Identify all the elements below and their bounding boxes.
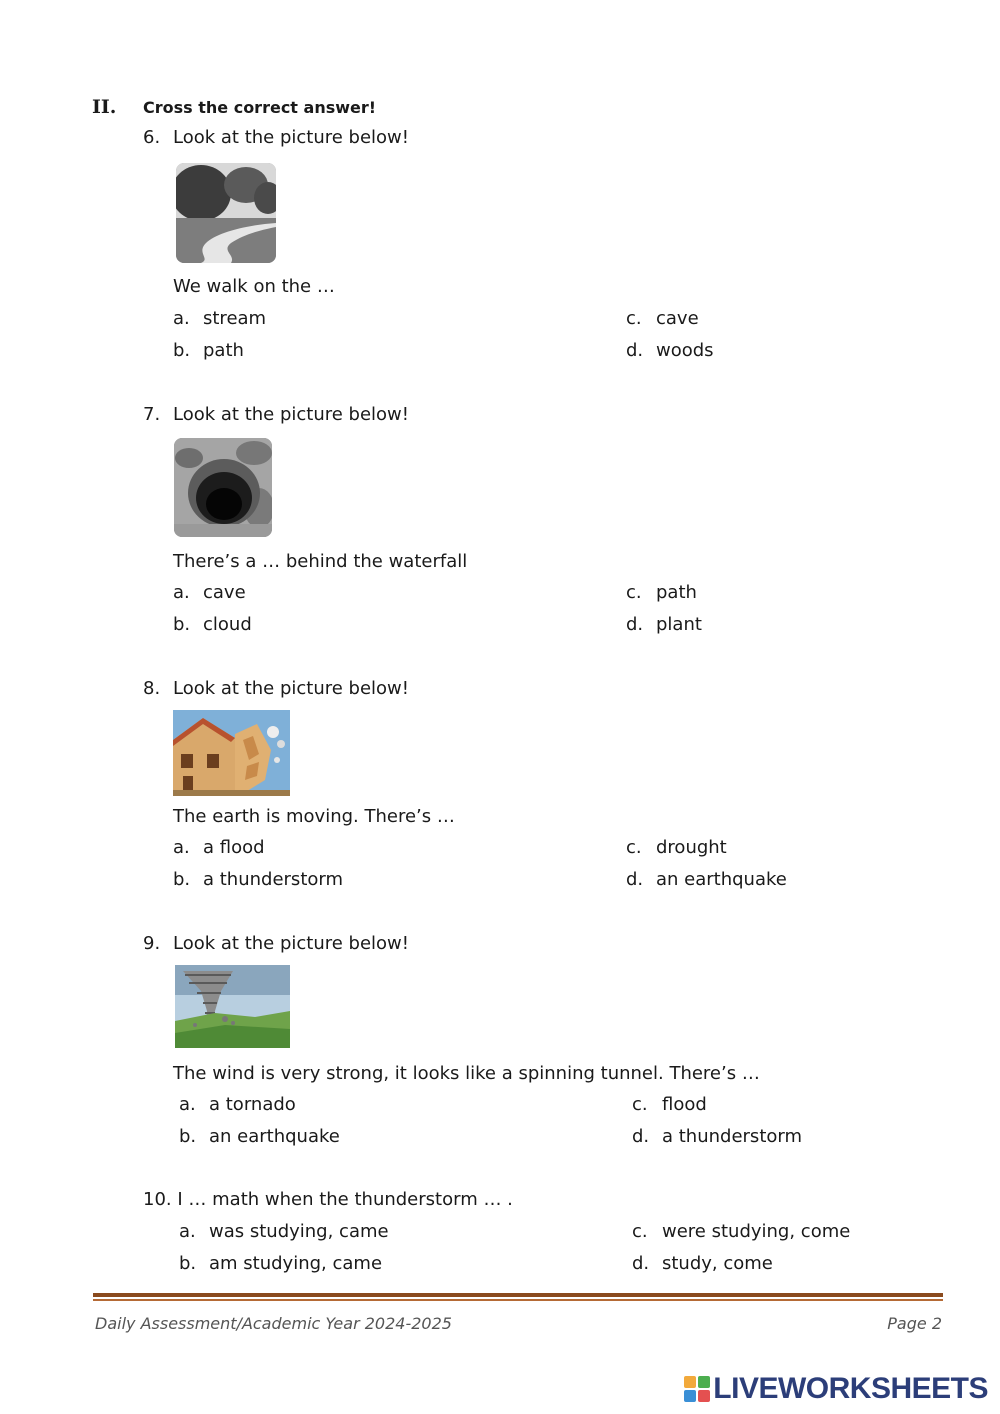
liveworksheets-brand (684, 1372, 988, 1406)
footer-rule (93, 1293, 943, 1297)
question-number: 7. (143, 404, 161, 425)
question-number: 8. (143, 678, 161, 699)
option-c[interactable]: c. path (626, 582, 697, 603)
option-b[interactable]: b. path (173, 340, 244, 361)
question-stem: We walk on the … (173, 276, 335, 297)
question-prompt: Look at the picture below! (173, 933, 409, 954)
option-a[interactable]: a. stream (173, 308, 267, 329)
option-d[interactable]: d. an earthquake (626, 869, 787, 890)
question-stem: The wind is very strong, it looks like a spinning tunnel. There’s … (173, 1063, 760, 1084)
question-prompt: Look at the picture below! (173, 127, 409, 148)
cave-picture (174, 438, 272, 537)
question-prompt: Look at the picture below! (173, 404, 409, 425)
earthquake-picture (173, 710, 290, 796)
option-d[interactable]: d. study, come (632, 1253, 773, 1274)
section-number: II. (92, 96, 117, 118)
option-a[interactable]: a. a flood (173, 837, 265, 858)
option-b[interactable]: b. a thunderstorm (173, 869, 344, 890)
tornado-picture (175, 965, 290, 1048)
question-8 (143, 678, 409, 699)
question-6 (143, 127, 409, 148)
option-c[interactable]: c. were studying, come (632, 1221, 851, 1242)
brand-name: LIVEWORKSHEETS (713, 1372, 988, 1405)
option-b[interactable]: b. am studying, came (179, 1253, 383, 1274)
question-stem: There’s a … behind the waterfall (173, 551, 468, 572)
option-c[interactable]: c. cave (626, 308, 699, 329)
option-b[interactable]: b. an earthquake (179, 1126, 340, 1147)
question-number: 6. (143, 127, 161, 148)
footer-page-number: Page 2 (887, 1314, 942, 1333)
option-c[interactable]: c. drought (626, 837, 727, 858)
question-number: 10. (143, 1189, 172, 1210)
path-picture (176, 163, 276, 263)
footer-rule-thin (93, 1299, 943, 1301)
footer-academic-year: Daily Assessment/Academic Year 2024-2025 (95, 1314, 452, 1333)
option-d[interactable]: d. woods (626, 340, 714, 361)
option-b[interactable]: b. cloud (173, 614, 252, 635)
option-d[interactable]: d. a thunderstorm (632, 1126, 803, 1147)
question-stem: The earth is moving. There’s … (173, 806, 455, 827)
liveworksheets-logo-icon (684, 1376, 710, 1402)
question-10 (143, 1189, 513, 1210)
option-d[interactable]: d. plant (626, 614, 702, 635)
question-prompt: Look at the picture below! (173, 678, 409, 699)
section-title: Cross the correct answer! (143, 98, 377, 117)
question-9 (143, 933, 409, 954)
option-c[interactable]: c. flood (632, 1094, 707, 1115)
option-a[interactable]: a. was studying, came (179, 1221, 389, 1242)
question-number: 9. (143, 933, 161, 954)
option-a[interactable]: a. cave (173, 582, 246, 603)
question-7 (143, 404, 409, 425)
option-a[interactable]: a. a tornado (179, 1094, 296, 1115)
question-prompt: I … math when the thunderstorm … . (177, 1189, 513, 1210)
